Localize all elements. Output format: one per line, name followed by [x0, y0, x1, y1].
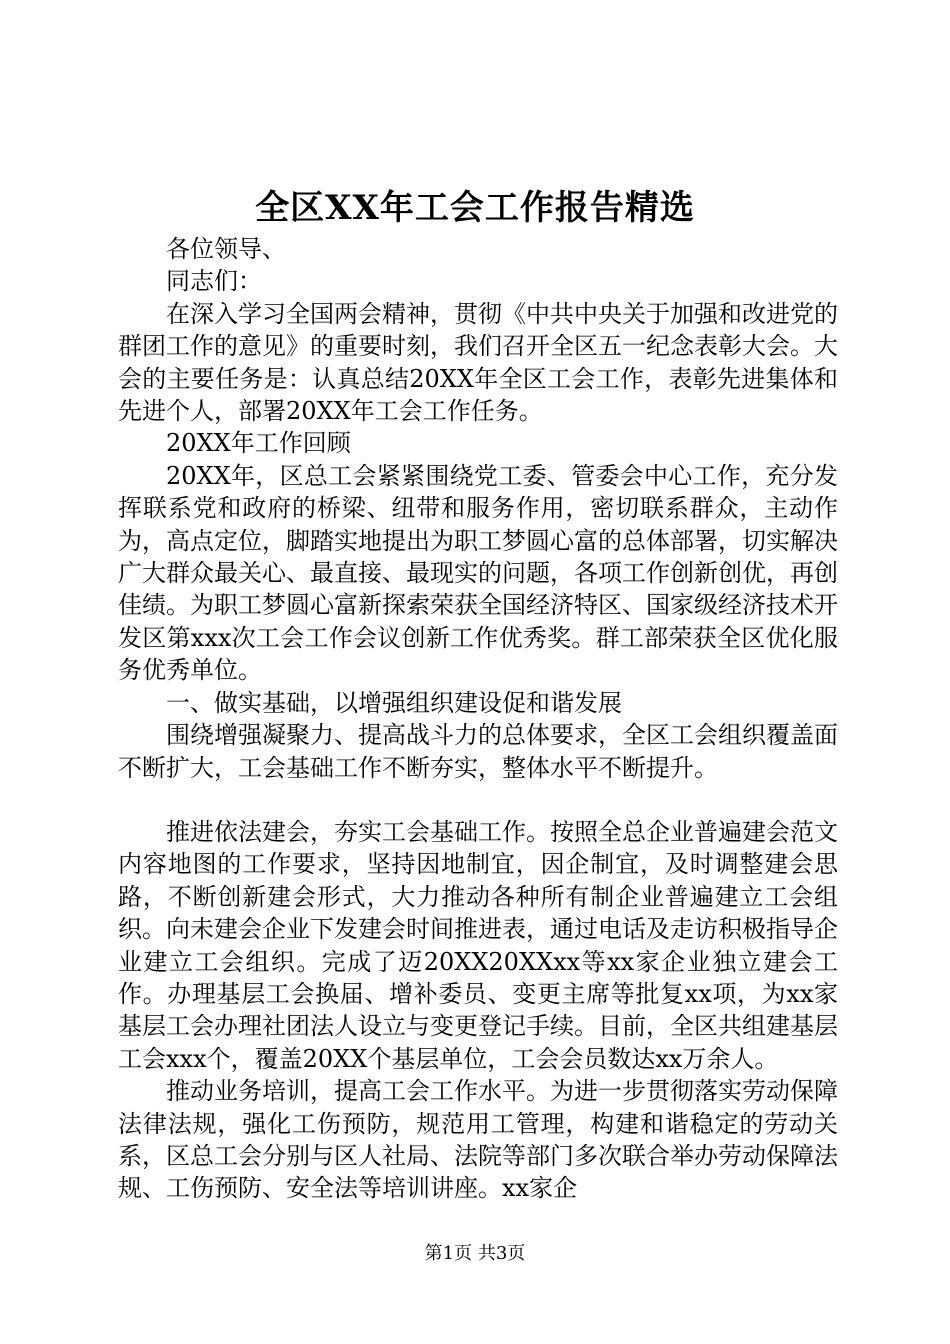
- salutation-comrades: 同志们：: [166, 267, 262, 296]
- intro-paragraph: 在深入学习全国两会精神，贯彻《中共中央关于加强和改进党的群团工作的意见》的重要时刻，我们召开全区五一纪念表彰大会。大会的主要任务是：认真总结20XX年全区工会工作，表彰先进集体和先进个人，部署20XX年工会工作任务。: [118, 299, 838, 426]
- document-body: [118, 233, 838, 1205]
- organization-paragraph: 围绕增强凝聚力、提高战斗力的总体要求，全区工会组织覆盖面不断扩大，工会基础工作不断夯实，整体水平不断提升。: [118, 721, 838, 782]
- paragraph-spacer: [118, 784, 838, 816]
- section-heading-one: 一、做实基础，以增强组织建设促和谐发展: [166, 688, 622, 717]
- legal-union-paragraph: 推进依法建会，夯实工会基础工作。按照全总企业普遍建会范文内容地图的工作要求，坚持因地制宜，因企制宜，及时调整建会思路，不断创新建会形式，大力推动各种所有制企业普遍建立工会组织。向未建会企业下发建会时间推进表，通过电话及走访积极指导企业建立工会组织。完成了迈20XX20XXxx等xx家企业独立建会工作。办理基层工会换届、增补委员、变更主席等批复xx项，为xx家基层工会办理社团法人设立与变更登记手续。目前，全区共组建基层工会xxx个，覆盖20XX个基层单位，工会会员数达xx万余人。: [118, 817, 838, 1073]
- page-footer: 第1页 共3页: [424, 1243, 526, 1264]
- review-paragraph: 20XX年，区总工会紧紧围绕党工委、管委会中心工作，充分发挥联系党和政府的桥梁、纽带和服务作用，密切联系群众，主动作为，高点定位，脚踏实地提出为职工梦圆心富的总体部署，切实解决广大群众最关心、最直接、最现实的问题，各项工作创新创优，再创佳绩。为职工梦圆心富新探索荣获全国经济特区、国家级经济技术开发区第xxx次工会工作会议创新工作优秀奖。群工部荣获全区优化服务优秀单位。: [118, 461, 838, 685]
- salutation-leaders: 各位领导、: [166, 235, 286, 263]
- section-heading-review: 20XX年工作回顾: [166, 429, 351, 458]
- document-title: 全区XX年工会工作报告精选: [255, 188, 695, 228]
- training-paragraph: 推动业务培训，提高工会工作水平。为进一步贯彻落实劳动保障法律法规，强化工伤预防，规范用工管理，构建和谐稳定的劳动关系，区总工会分别与区人社局、法院等部门多次联合举办劳动保障法规、工伤预防、安全法等培训讲座。xx家企: [118, 1077, 838, 1203]
